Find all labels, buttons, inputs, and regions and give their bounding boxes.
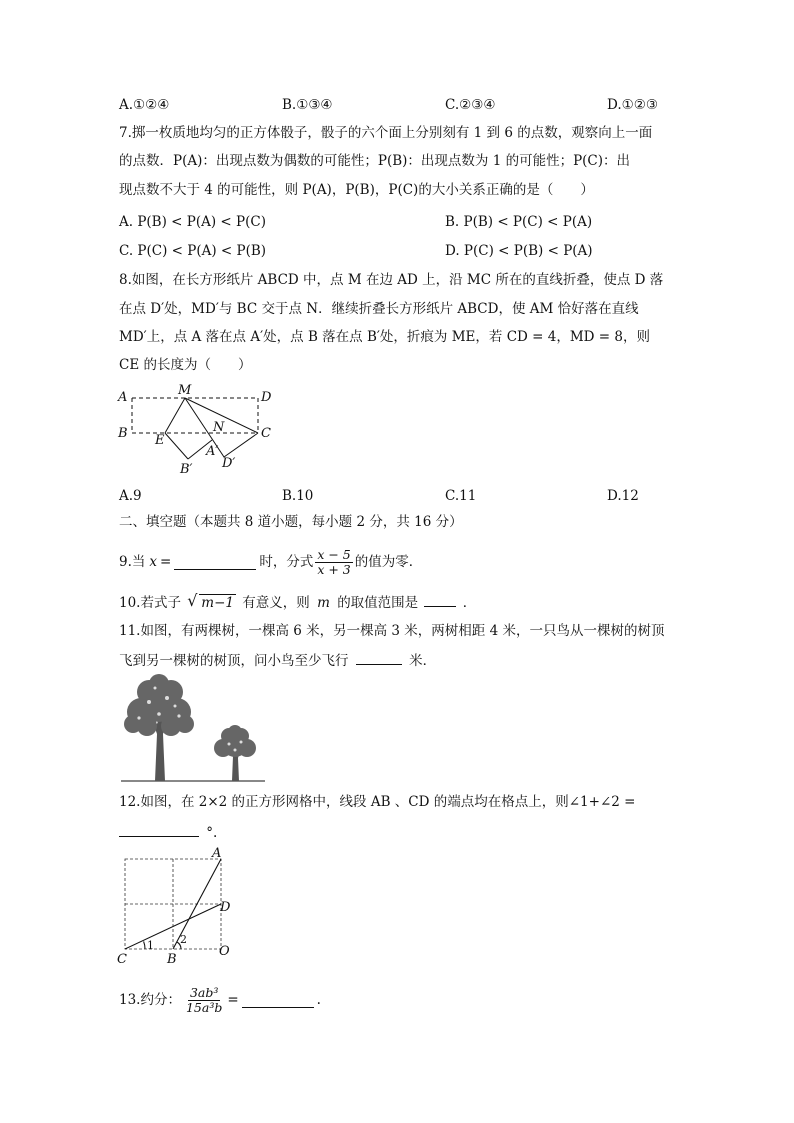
q12-angle-1: 1 (147, 939, 154, 952)
q13-eq: = (227, 992, 239, 1008)
q10-answer-blank[interactable] (424, 592, 456, 607)
q10-sqrt: √ m−1 (187, 591, 234, 611)
q7-line1: 7.掷一枚质地均匀的正方体骰子，骰子的六个面上分别刻有 1 到 6 的点数，观察向上一面 (119, 125, 653, 141)
q8-option-b: B.10 (282, 488, 314, 504)
q11-line2 (119, 650, 436, 670)
q8-label-b: B (118, 426, 128, 441)
q8-label-d-prime: D′ (222, 456, 236, 471)
q12-line2 (119, 822, 217, 842)
q12-label-d: D (220, 900, 231, 915)
q10-end: ． (462, 595, 477, 611)
q7-option-c: C. P(C) < P(A) < P(B) (119, 243, 267, 259)
q7-line3: 现点数不大于 4 的可能性，则 P(A)，P(B)，P(C)的大小关系正确的是（ ） (119, 182, 594, 198)
q12-label-o: O (219, 944, 230, 959)
q13-end: . (316, 992, 321, 1008)
q12-label-b: B (167, 952, 177, 967)
q10-radicand: m−1 (201, 595, 234, 611)
q10-m: m (317, 595, 330, 611)
q13-denominator: 15a³b (185, 999, 223, 1015)
q12-label-a: A (212, 846, 222, 861)
q7-line2: 的点数．P(A)：出现点数为偶数的可能性；P(B)：出现点数为 1 的可能性；P(C)：出 (119, 153, 631, 169)
q8-label-a: A (118, 390, 128, 405)
q8-label-a-prime: A′ (206, 444, 219, 459)
q10-line (119, 592, 476, 612)
q8-option-d: D.12 (607, 488, 639, 504)
q13-pre: 13.约分： (119, 992, 181, 1008)
q13-answer-blank[interactable] (242, 993, 314, 1008)
q10-pre: 10.若式子 (119, 595, 181, 611)
q9-x: x (149, 554, 158, 570)
q8-label-m: M (178, 383, 192, 398)
q8-line3: MD′上，点 A 落在点 A′处，点 B 落在点 B′处，折痕为 ME，若 CD = 4，MD = 8，则 (119, 329, 650, 345)
tall-tree-icon (124, 674, 194, 781)
q12-line2-post: °. (206, 825, 218, 841)
short-tree-icon (214, 725, 256, 781)
q9-denominator: x + 3 (317, 561, 351, 577)
q11-line2-post: 米． (409, 653, 437, 669)
q8-label-n: N (213, 420, 225, 435)
q8-option-c: C.11 (445, 488, 477, 504)
q8-option-a: A.9 (119, 488, 142, 504)
section-2-heading: 二、填空题（本题共 8 道小题，每小题 2 分，共 16 分） (119, 514, 463, 530)
q11-line2-pre: 飞到另一棵树的树顶，问小鸟至少飞行 (119, 653, 349, 669)
q12-grid-figure (117, 845, 242, 970)
q6-option-b: B.①③④ (282, 97, 333, 113)
q8-label-c: C (261, 426, 271, 441)
q9-mid: 时，分式 (259, 554, 314, 570)
q9-eq: = (160, 554, 172, 570)
q9-pre: 9.当 (119, 554, 146, 570)
q11-line1: 11.如图，有两棵树，一棵高 6 米，另一棵高 3 米，两树相距 4 米，一只鸟从一棵树的树顶 (119, 623, 665, 639)
q8-line2: 在点 D′处，MD′与 BC 交于点 N．继续折叠长方形纸片 ABCD，使 AM 恰好落在直线 (119, 301, 639, 317)
q8-line4: CE 的长度为（ ） (119, 357, 252, 373)
q9-answer-blank[interactable] (174, 555, 256, 570)
q12-line1: 12.如图，在 2×2 的正方形网格中，线段 AB 、CD 的端点均在格点上，则∠1+∠2 = (119, 794, 636, 810)
q6-option-d: D.①②③ (607, 97, 658, 113)
q7-option-b: B. P(B) < P(C) < P(A) (445, 214, 593, 230)
q12-answer-blank[interactable] (119, 822, 199, 837)
q9-numerator: x − 5 (317, 546, 351, 562)
q12-angle-2: 2 (180, 933, 187, 946)
q13-line (119, 980, 321, 1020)
q11-trees-illustration (119, 674, 267, 786)
q11-answer-blank[interactable] (356, 650, 402, 665)
q6-option-a: A.①②④ (119, 97, 170, 113)
q7-option-a: A. P(B) < P(A) < P(C) (119, 214, 266, 230)
q9-post: 的值为零． (354, 554, 423, 570)
q8-label-e: E (155, 433, 165, 448)
q9-line (119, 542, 422, 582)
q12-label-c: C (117, 952, 127, 967)
q8-label-d: D (261, 390, 272, 405)
q8-fold-figure (118, 383, 278, 478)
q13-numerator: 3ab³ (189, 984, 219, 1000)
q10-post: 的取值范围是 (337, 595, 419, 611)
q8-line1: 8.如图，在长方形纸片 ABCD 中，点 M 在边 AD 上，沿 MC 所在的直线折叠，使点 D 落 (119, 272, 664, 288)
q6-option-c: C.②③④ (445, 97, 496, 113)
q10-mid: 有意义，则 (242, 595, 310, 611)
q7-option-d: D. P(C) < P(B) < P(A) (445, 243, 593, 259)
q8-label-b-prime: B′ (180, 462, 193, 477)
